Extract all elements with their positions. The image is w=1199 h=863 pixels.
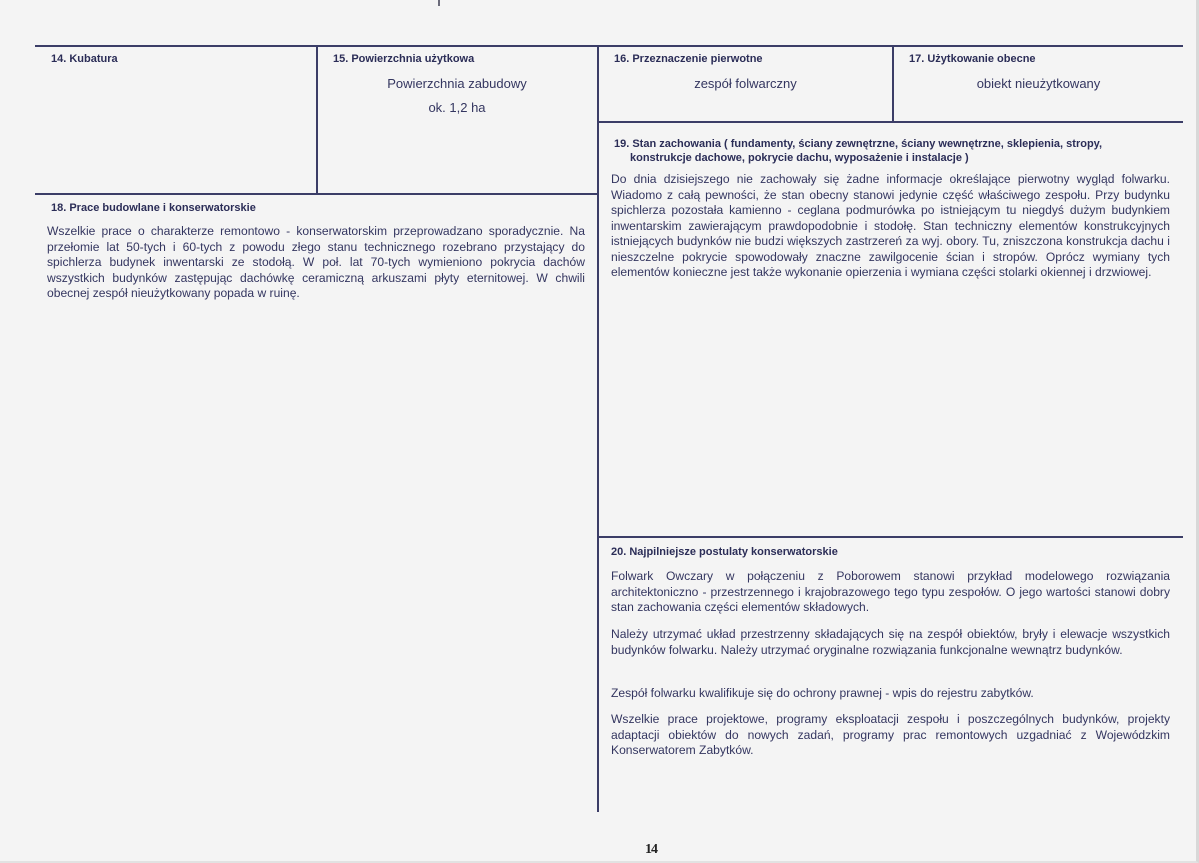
field-20-paragraph: Folwark Owczary w połączeniu z Poborowem stanowi przykład modelowego rozwiązania architektoniczno - przestrzennego i krajobrazowego tego typu zespołów. O jego wartości stanowi dobry stan zachowania części elementów składowych.: [611, 569, 1170, 614]
rule-v-center: [597, 45, 599, 812]
field-16-value: zespół folwarczny: [694, 76, 797, 91]
field-19-text: Do dnia dzisiejszego nie zachowały się żadne informacje określające pierwotny wygląd folwarku. Wiadomo z całą pewności, że stan obecny stanowi jedynie część właściwego zespołu. Przy budynku spichlerza pozostała kamienno - ceglana podmurówka po istniejącym tu niegdyś dużym budynkiem inwentarskim zawierającym prawdopodobnie i stodołę. Stan techniczny elementów konstrukcyjnych istniejących budynków nie budzi większych zastrzereń za wyj. obory. Tu, zniszczona konstrukcja dachu i nieszczelne pokrycie spowodowały znaczne zawilgocenie ścian i stropów. Oprócz wymiany tych elementów konieczne jest także wykonanie opierzenia i wymiana części stolarki okiennej i drzwiowej.: [611, 172, 1170, 279]
field-17-label: 17. Użytkowanie obecne: [909, 53, 1036, 65]
rule-under-19: [597, 536, 1183, 538]
field-18-text: Wszelkie prace o charakterze remontowo - konserwatorskim przeprowadzano sporadycznie. Na przełomie lat 50-tych i 60-tych z powodu złego stanu technicznego rozebrano przystający do spichlerza budynek inwentarski ze stodołą. W poł. lat 70-tych wymieniono pokrycia dachów wszystkich budynków zastępując dachówkę ceramiczną arkuszami płyty eternitowej. W chwili obecnej zespół nieużytkowany popada w ruinę.: [47, 224, 585, 300]
field-15-value-line2: ok. 1,2 ha: [428, 100, 486, 115]
field-20-label: 20. Najpilniejsze postulaty konserwatorskie: [611, 546, 838, 558]
scan-mark-top: [438, 0, 440, 6]
rule-top: [35, 45, 1183, 47]
field-15-label: 15. Powierzchnia użytkowa: [333, 53, 475, 65]
field-16-label: 16. Przeznaczenie pierwotne: [614, 53, 763, 65]
field-17-value: obiekt nieużytkowany: [976, 76, 1101, 91]
page-number: 14: [645, 842, 657, 857]
field-20-paragraph: Wszelkie prace projektowe, programy eksploatacji zespołu i poszczególnych budynków, projekty adaptacji obiektów do nowych zadań, programy prac remontowych uzgadniać z Wojewódzkim Konserwatorem Zabytków.: [611, 712, 1170, 757]
rule-under-16-17: [597, 121, 1183, 123]
rule-under-14-15: [35, 193, 598, 195]
field-19-label-line2: konstrukcje dachowe, pokrycie dachu, wyposażenie i instalacje ): [630, 152, 969, 164]
field-20-paragraph: Należy utrzymać układ przestrzenny składających się na zespół obiektów, bryły i elewacje wszystkich budynków folwarku. Należy utrzymać oryginalne rozwiązania funkcjonalne wewnątrz budynków.: [611, 627, 1170, 657]
field-19-label-line1: 19. Stan zachowania ( fundamenty, ściany zewnętrzne, ściany wewnętrzne, sklepienia, stropy,: [614, 138, 1103, 150]
field-18-label: 18. Prace budowlane i konserwatorskie: [51, 202, 256, 214]
field-20-paragraph: Zespół folwarku kwalifikuje się do ochrony prawnej - wpis do rejestru zabytków.: [611, 686, 1034, 700]
field-15-value-line1: Powierzchnia zabudowy: [387, 76, 527, 91]
rule-v-15: [316, 45, 318, 194]
field-14-label: 14. Kubatura: [51, 53, 118, 65]
